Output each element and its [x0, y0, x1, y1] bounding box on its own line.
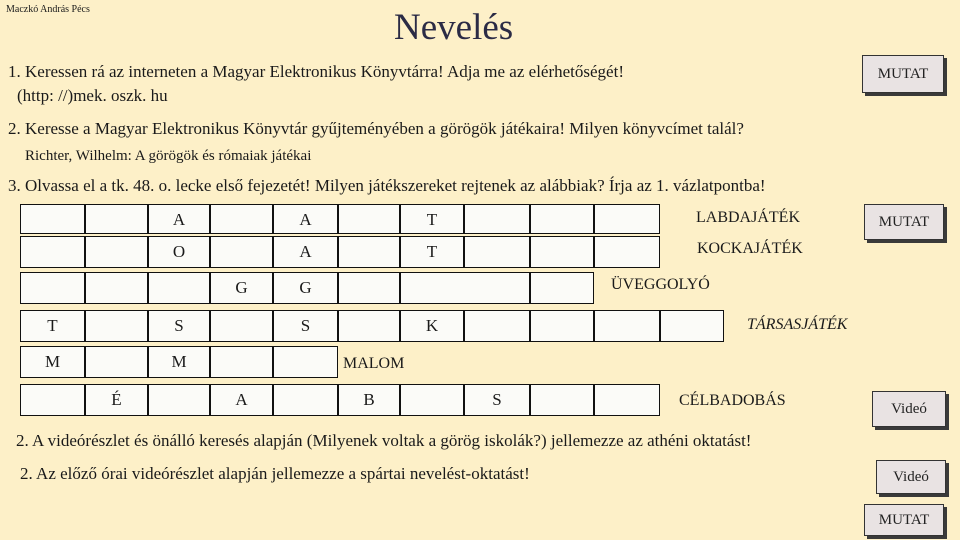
puzzle-cell[interactable]: [464, 236, 530, 268]
answer-labdajatek: LABDAJÁTÉK: [696, 209, 800, 226]
author-label: Maczkó András Pécs: [6, 4, 90, 15]
puzzle-cell[interactable]: [464, 310, 530, 342]
puzzle-cell[interactable]: [530, 384, 594, 416]
puzzle-cell[interactable]: [85, 236, 148, 268]
puzzle-cell[interactable]: O: [148, 236, 210, 268]
puzzle-cell[interactable]: [273, 384, 338, 416]
video-button-1[interactable]: Videó: [872, 391, 946, 427]
question-4: 2. A videórészlet és önálló keresés alapján (Milyenek voltak a görög iskolák?) jellemezze az athéni oktatást!: [16, 431, 752, 450]
puzzle-cell[interactable]: T: [20, 310, 85, 342]
puzzle-cell[interactable]: [400, 272, 530, 304]
puzzle-cell[interactable]: M: [20, 346, 85, 378]
puzzle-cell[interactable]: A: [148, 204, 210, 234]
puzzle-cell[interactable]: S: [273, 310, 338, 342]
puzzle-cell[interactable]: M: [148, 346, 210, 378]
puzzle-cell[interactable]: [85, 346, 148, 378]
puzzle-cell[interactable]: [660, 310, 724, 342]
puzzle-cell[interactable]: [594, 204, 660, 234]
puzzle-cell[interactable]: [210, 236, 273, 268]
puzzle-cell[interactable]: [85, 272, 148, 304]
puzzle-cell[interactable]: T: [400, 236, 464, 268]
puzzle-cell[interactable]: [273, 346, 338, 378]
puzzle-cell[interactable]: [338, 204, 400, 234]
puzzle-cell[interactable]: [85, 310, 148, 342]
page-title: Nevelés: [394, 7, 514, 48]
puzzle-cell[interactable]: [338, 310, 400, 342]
question-2: 2. Keresse a Magyar Elektronikus Könyvtár gyűjteményében a görögök játékaira! Milyen könyvcímet talál?: [8, 119, 744, 138]
puzzle-cell[interactable]: [338, 236, 400, 268]
puzzle-cell[interactable]: G: [210, 272, 273, 304]
puzzle-cell[interactable]: [400, 384, 464, 416]
puzzle-cell[interactable]: A: [273, 236, 338, 268]
puzzle-cell[interactable]: [210, 310, 273, 342]
puzzle-cell[interactable]: É: [85, 384, 148, 416]
puzzle-cell[interactable]: B: [338, 384, 400, 416]
question-2-answer: Richter, Wilhelm: A görögök és rómaiak játékai: [25, 148, 312, 164]
puzzle-cell[interactable]: [338, 272, 400, 304]
mutat-button-3[interactable]: MUTAT: [864, 504, 944, 536]
puzzle-cell[interactable]: A: [273, 204, 338, 234]
question-1: 1. Keressen rá az interneten a Magyar Elektronikus Könyvtárra! Adja me az elérhetőségét!: [8, 62, 624, 81]
puzzle-cell[interactable]: [594, 310, 660, 342]
puzzle-cell[interactable]: [530, 204, 594, 234]
mutat-button-1[interactable]: MUTAT: [862, 55, 944, 93]
puzzle-cell[interactable]: [530, 272, 594, 304]
puzzle-cell[interactable]: [20, 272, 85, 304]
answer-kockajatek: KOCKAJÁTÉK: [697, 240, 803, 257]
puzzle-cell[interactable]: G: [273, 272, 338, 304]
question-3: 3. Olvassa el a tk. 48. o. lecke első fejezetét! Milyen játékszereket rejtenek az alábbiak? Írja az 1. vázlatpontba!: [8, 176, 766, 195]
answer-malom: MALOM: [343, 355, 405, 372]
mutat-button-2[interactable]: MUTAT: [864, 204, 944, 240]
puzzle-cell[interactable]: [20, 236, 85, 268]
question-1-answer: (http: //)mek. oszk. hu: [17, 86, 168, 105]
puzzle-cell[interactable]: [210, 346, 273, 378]
puzzle-cell[interactable]: [530, 310, 594, 342]
answer-uveggolyo: ÜVEGGOLYÓ: [611, 276, 710, 293]
puzzle-cell[interactable]: S: [148, 310, 210, 342]
puzzle-cell[interactable]: [85, 204, 148, 234]
puzzle-cell[interactable]: [20, 384, 85, 416]
puzzle-cell[interactable]: [20, 204, 85, 234]
answer-tarsasjatek: TÁRSASJÁTÉK: [747, 316, 848, 333]
puzzle-cell[interactable]: [148, 272, 210, 304]
puzzle-cell[interactable]: [148, 384, 210, 416]
puzzle-cell[interactable]: K: [400, 310, 464, 342]
puzzle-cell[interactable]: S: [464, 384, 530, 416]
puzzle-cell[interactable]: [210, 204, 273, 234]
question-5: 2. Az előző órai videórészlet alapján jellemezze a spártai nevelést-oktatást!: [20, 464, 530, 483]
puzzle-cell[interactable]: T: [400, 204, 464, 234]
puzzle-cell[interactable]: [464, 204, 530, 234]
puzzle-cell[interactable]: A: [210, 384, 273, 416]
video-button-2[interactable]: Videó: [876, 460, 946, 494]
answer-celbadobas: CÉLBADOBÁS: [679, 392, 786, 409]
puzzle-cell[interactable]: [594, 236, 660, 268]
puzzle-cell[interactable]: [594, 384, 660, 416]
puzzle-cell[interactable]: [530, 236, 594, 268]
